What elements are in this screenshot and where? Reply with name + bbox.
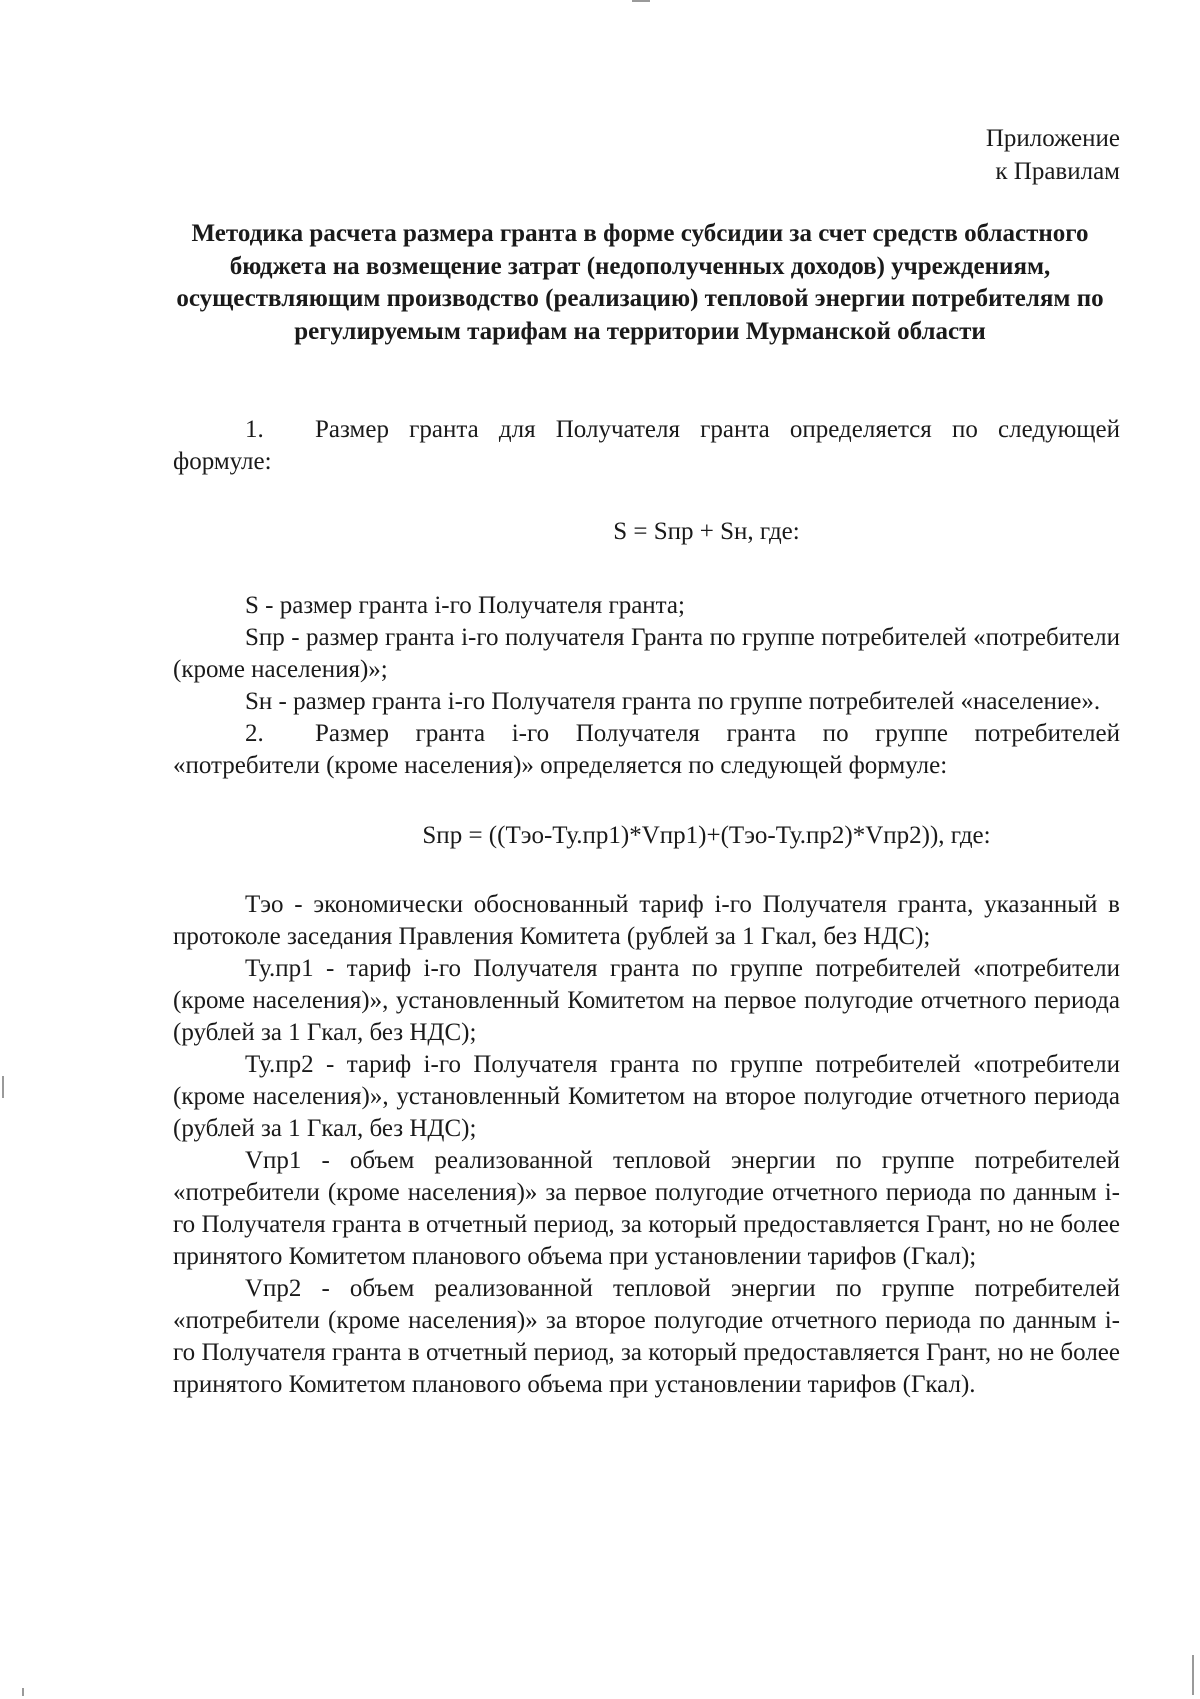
document-body xyxy=(173,414,1120,1401)
definition-s: S - размер гранта i-го Получателя гранта; xyxy=(245,592,685,619)
definition-tu-pr1: Ту.пр1 - тариф i-го Получателя гранта по группе потребителей «потребители (кроме населения)», установленный Комитетом на первое полугодие отчетного периода (рублей за 1 Гкал, без НДС); xyxy=(173,955,1120,1046)
definition-tu-pr2: Ту.пр2 - тариф i-го Получателя гранта по группе потребителей «потребители (кроме населения)», установленный Комитетом на второе полугодие отчетного периода (рублей за 1 Гкал, без НДС); xyxy=(173,1051,1120,1142)
scan-mark-bottom xyxy=(22,1688,24,1696)
definition-vpr1: Vпр1 - объем реализованной тепловой энергии по группе потребителей «потребители (кроме населения)» за первое полугодие отчетного периода по данным i-го Получателя гранта в отчетный период, за который предоставляется Грант, но не более принятого Комитетом планового объема при установлении тарифов (Гкал); xyxy=(173,1147,1120,1270)
section-2-number: 2. xyxy=(245,720,264,747)
definition-sn: Sн - размер гранта i-го Получателя гранта по группе потребителей «население». xyxy=(245,688,1101,715)
definition-vpr2: Vпр2 - объем реализованной тепловой энергии по группе потребителей «потребители (кроме населения)» за второе полугодие отчетного периода по данным i-го Получателя гранта в отчетный период, за который предоставляется Грант, но не более принятого Комитетом планового объема при установлении тарифов (Гкал). xyxy=(173,1275,1120,1398)
section-2-intro xyxy=(173,718,1120,782)
appendix-line-2: к Правилам xyxy=(995,158,1120,185)
section-1-intro xyxy=(173,414,1120,478)
scan-mark-right xyxy=(1192,1655,1194,1695)
formula-spr: Sпр = ((Тэо-Ту.пр1)*Vпр1)+(Тэо-Ту.пр2)*Vпр2)), где: xyxy=(422,822,991,849)
section-1-number: 1. xyxy=(245,416,264,443)
formula-total: S = Sпр + Sн, где: xyxy=(613,518,800,545)
appendix-header xyxy=(986,122,1120,188)
scan-mark-top xyxy=(632,0,650,2)
section-2-text: Размер гранта i-го Получателя гранта по группе потребителей «потребители (кроме населения)» определяется по следующей формуле: xyxy=(173,720,1120,779)
definition-teo: Тэо - экономически обоснованный тариф i-го Получателя гранта, указанный в протоколе заседания Правления Комитета (рублей за 1 Гкал, без НДС); xyxy=(173,891,1120,950)
definition-spr: Sпр - размер гранта i-го получателя Гранта по группе потребителей «потребители (кроме населения)»; xyxy=(173,624,1120,683)
section-1-text: Размер гранта для Получателя гранта определяется по следующей формуле: xyxy=(173,416,1120,475)
scan-mark-left xyxy=(2,1076,4,1098)
appendix-line-1: Приложение xyxy=(985,125,1120,152)
document-title: Методика расчета размера гранта в форме субсидии за счет средств областного бюджета на возмещение затрат (недополученных доходов) учреждениям, осуществляющим производство (реализацию) тепловой энергии потребителям по регулируемым тарифам на территории Мурманской области xyxy=(176,220,1104,345)
